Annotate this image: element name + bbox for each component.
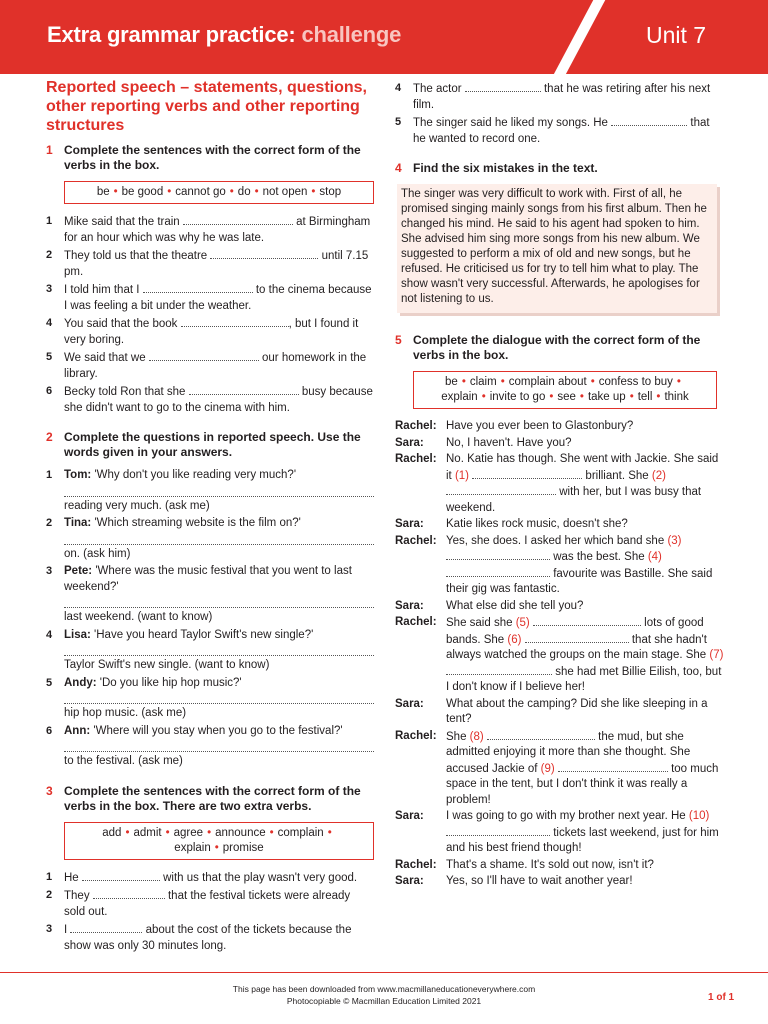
dialogue-line: Rachel: Yes, she does. I asked her which band she (3) was the best. She (4) favourite was Bastille. She said their gig was fantastic. (395, 534, 713, 595)
exercise-1-instruction: 1 Complete the sentences with the correct form of the verbs in the box. (46, 143, 361, 172)
ex2-item: 2 Tina: 'Which streaming website is the film on?' on. (ask him) (46, 516, 374, 562)
answer-line[interactable] (64, 595, 374, 608)
ex2-item: 1 Tom: 'Why don't you like reading very much?' reading very much. (ask me) (46, 468, 374, 514)
page-footer (0, 972, 768, 1006)
answer-blank[interactable] (181, 316, 289, 327)
exercise-5-instruction: 5 Complete the dialogue with the correct form of the verbs in the box. (395, 333, 701, 362)
dialogue-line: Sara: What else did she tell you? (395, 599, 584, 612)
ex1-item: 3 I told him that I to the cinema because I was feeling a bit under the weather. (46, 283, 372, 312)
ex1-item: 6 Becky told Ron that she busy because she didn't want to go to the cinema with him. (46, 385, 373, 414)
ex2-item: 4 Lisa: 'Have you heard Taylor Swift's new single?' Taylor Swift's new single. (want to know) (46, 628, 374, 674)
ex3-item: 5 The singer said he liked my songs. He that he wanted to record one. (395, 116, 710, 145)
answer-blank[interactable] (446, 566, 550, 577)
ex2-item: 5 Andy: 'Do you like hip hop music?' hip hop music. (ask me) (46, 676, 374, 722)
answer-blank[interactable] (465, 81, 541, 92)
answer-blank[interactable] (533, 615, 641, 626)
ex1-item: 4 You said that the book , but I found it very boring. (46, 317, 359, 346)
answer-blank[interactable] (487, 729, 595, 740)
word-box-3: add • admit • agree • announce • complain • explain • promise (64, 822, 374, 860)
exercise-3-instruction: 3 Complete the sentences with the correct form of the verbs in the box. There are two extra verbs. (46, 783, 361, 813)
footer-text (0, 983, 768, 1007)
dialogue-line: Rachel: No. Katie has though. She went with Jackie. She said it (1) brilliant. She (2) with her, but I was busy that weekend. (395, 453, 719, 514)
answer-blank[interactable] (611, 115, 687, 126)
ex1-item: 1 Mike said that the train at Birmingham for an hour which was why he was late. (46, 215, 371, 244)
unit-label: Unit 7 (646, 22, 707, 48)
answer-blank[interactable] (446, 484, 556, 495)
header-accent: challenge (301, 22, 402, 47)
ex3-item: 3 I about the cost of the tickets because the show was only 30 minutes long. (46, 923, 352, 952)
answer-blank[interactable] (472, 468, 582, 479)
answer-blank[interactable] (210, 248, 318, 259)
header-title: Extra grammar practice: challenge (47, 22, 402, 47)
answer-line[interactable] (64, 484, 374, 497)
ex2-item: 3 Pete: 'Where was the music festival that you went to last weekend?' last weekend. (want to know) (46, 564, 374, 626)
dialogue-line: Rachel: That's a shame. It's sold out now, isn't it? (395, 858, 654, 871)
right-column (395, 81, 725, 891)
answer-line[interactable] (64, 691, 374, 704)
exercise-4-instruction: 4 Find the six mistakes in the text. (395, 161, 598, 175)
answer-line[interactable] (64, 739, 374, 752)
answer-blank[interactable] (446, 825, 550, 836)
answer-blank[interactable] (70, 922, 142, 933)
dialogue-line: Rachel: She said she (5) lots of good bands. She (6) that she hadn't always watched the groups on the main stage. She (7) she had met Billie Eilish, too, but I don't know if I believe her! (395, 616, 724, 693)
left-column (46, 78, 374, 956)
dialogue (395, 419, 725, 890)
ex2-item: 6 Ann: 'Where will you stay when you go to the festival?' to the festival. (ask me) (46, 724, 374, 770)
answer-blank[interactable] (446, 664, 552, 675)
ex3-item: 2 They that the festival tickets were already sold out. (46, 889, 351, 918)
dialogue-line: Sara: What about the camping? Did she like sleeping in a tent? (395, 697, 708, 725)
header-divider (545, 0, 610, 74)
answer-blank[interactable] (93, 888, 165, 899)
answer-blank[interactable] (446, 549, 550, 560)
word-box-5: be • claim • complain about • confess to buy • explain • invite to go • see • take up • tell • think (413, 371, 717, 409)
ex3-item: 1 He with us that the play wasn't very good. (46, 870, 358, 884)
exercise-2-instruction: 2 Complete the questions in reported speech. Use the words given in your answers. (46, 430, 361, 459)
answer-blank[interactable] (558, 761, 668, 772)
download-notice: This page has been downloaded from www.macmillaneducationeverywhere.com (232, 984, 536, 994)
dialogue-line: Sara: Katie likes rock music, doesn't she? (395, 518, 628, 530)
answer-blank[interactable] (189, 384, 299, 395)
page-header (0, 0, 768, 74)
answer-line[interactable] (64, 643, 374, 656)
dialogue-line: Sara: Yes, so I'll have to wait another year! (395, 875, 633, 887)
answer-blank[interactable] (183, 214, 293, 225)
page-number: 1 of 1 (708, 992, 735, 1003)
dialogue-line: Rachel: Have you ever been to Glastonbury? (395, 420, 634, 432)
ex1-item: 2 They told us that the theatre until 7.15 pm. (46, 249, 369, 278)
answer-blank[interactable] (82, 870, 160, 881)
answer-blank[interactable] (143, 282, 253, 293)
answer-line[interactable] (64, 532, 374, 545)
answer-blank[interactable] (149, 350, 259, 361)
copyright: Photocopiable © Macmillan Education Limited 2021 (286, 996, 482, 1006)
dialogue-line: Sara: I was going to go with my brother next year. He (10) tickets last weekend, just for him and his best friend though! (395, 810, 719, 854)
ex1-item: 5 We said that we our homework in the library. (46, 351, 367, 380)
dialogue-line: Sara: No, I haven't. Have you? (395, 436, 572, 449)
section-title: Reported speech – statements, questions, other reporting verbs and other reporting structures (46, 79, 367, 134)
mistakes-text: The singer was very difficult to work with. First of all, he promised singing mainly songs from his first album. Then he changed his mind. He said to his agent had spoken to him. She advised him sing more songs from his new album. We suggested to perform a mix of old and new songs, but he refused. He criticised us for try to tell him what to play. The show wasn't very successful. Afterwards, he apologises for not listening to us. (397, 184, 717, 313)
word-box-1: be • be good • cannot go • do • not open • stop (64, 181, 374, 204)
dialogue-line: Rachel: She (8) the mud, but she admitted enjoying it more than she thought. She accused Jackie of (9) too much space in the tent, but I don't think it was really a problem! (395, 729, 719, 806)
answer-blank[interactable] (525, 632, 629, 643)
ex3-item: 4 The actor that he was retiring after his next film. (395, 82, 711, 111)
